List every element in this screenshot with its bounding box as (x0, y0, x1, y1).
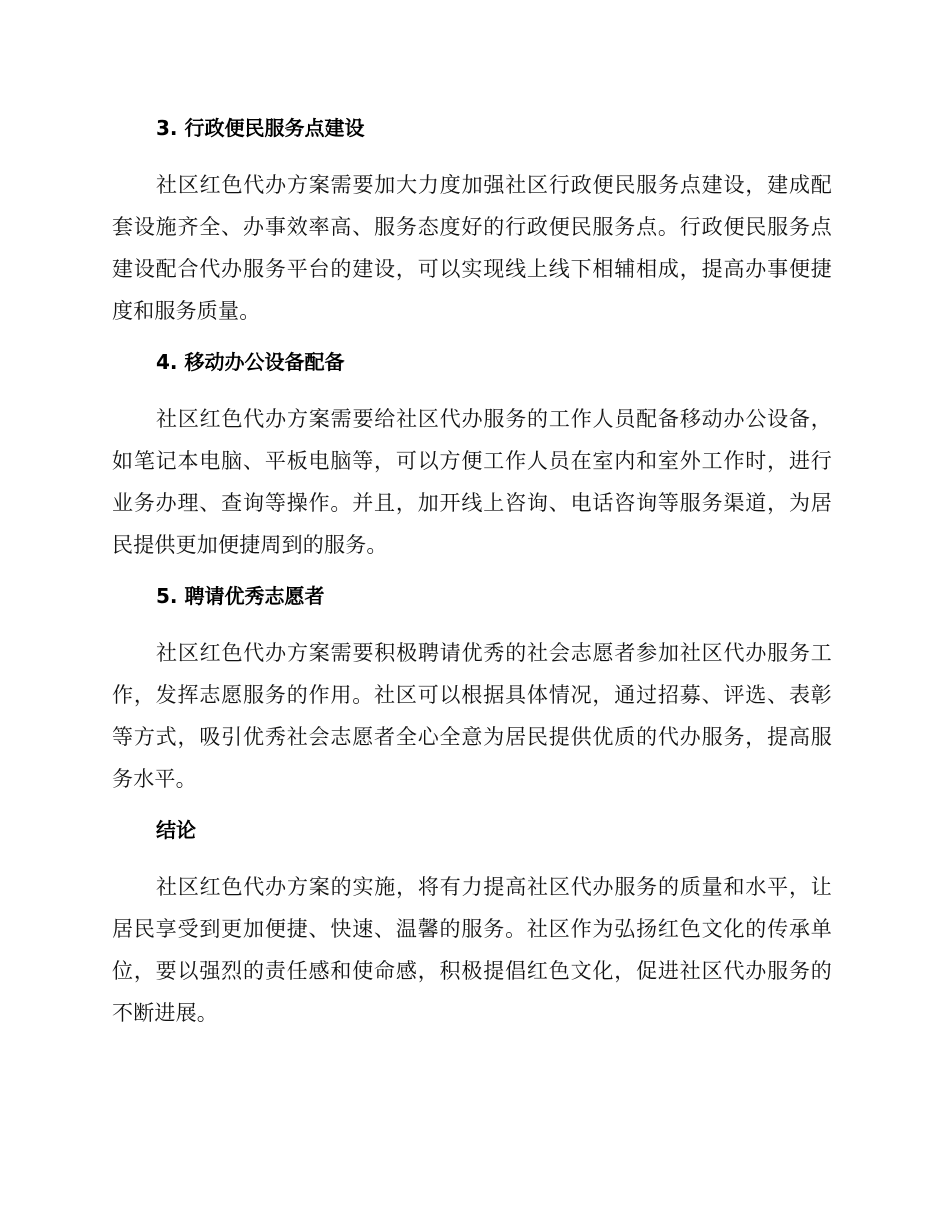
section-heading-4: 4. 移动办公设备配备 (156, 350, 345, 374)
conclusion-heading: 结论 (156, 818, 196, 842)
conclusion-paragraph: 社区红色代办方案的实施，将有力提高社区代办服务的质量和水平，让居民享受到更加便捷、快速、温馨的服务。社区作为弘扬红色文化的传承单位，要以强烈的责任感和使命感，积极提倡红色文化，促进社区代办服务的不断进展。 (112, 875, 832, 1025)
section-paragraph-3: 社区红色代办方案需要加大力度加强社区行政便民服务点建设，建成配套设施齐全、办事效率高、服务态度好的行政便民服务点。行政便民服务点建设配合代办服务平台的建设，可以实现线上线下相辅相成，提高办事便捷度和服务质量。 (112, 173, 832, 323)
document-page (112, 112, 832, 1048)
section-heading-5: 5. 聘请优秀志愿者 (156, 584, 325, 608)
section-paragraph-4: 社区红色代办方案需要给社区代办服务的工作人员配备移动办公设备，如笔记本电脑、平板电脑等，可以方便工作人员在室内和室外工作时，进行业务办理、查询等操作。并且，加开线上咨询、电话咨询等服务渠道，为居民提供更加便捷周到的服务。 (112, 407, 832, 557)
section-paragraph-5: 社区红色代办方案需要积极聘请优秀的社会志愿者参加社区代办服务工作，发挥志愿服务的作用。社区可以根据具体情况，通过招募、评选、表彰等方式，吸引优秀社会志愿者全心全意为居民提供优质的代办服务，提高服务水平。 (112, 641, 832, 791)
section-heading-3: 3. 行政便民服务点建设 (156, 116, 365, 140)
